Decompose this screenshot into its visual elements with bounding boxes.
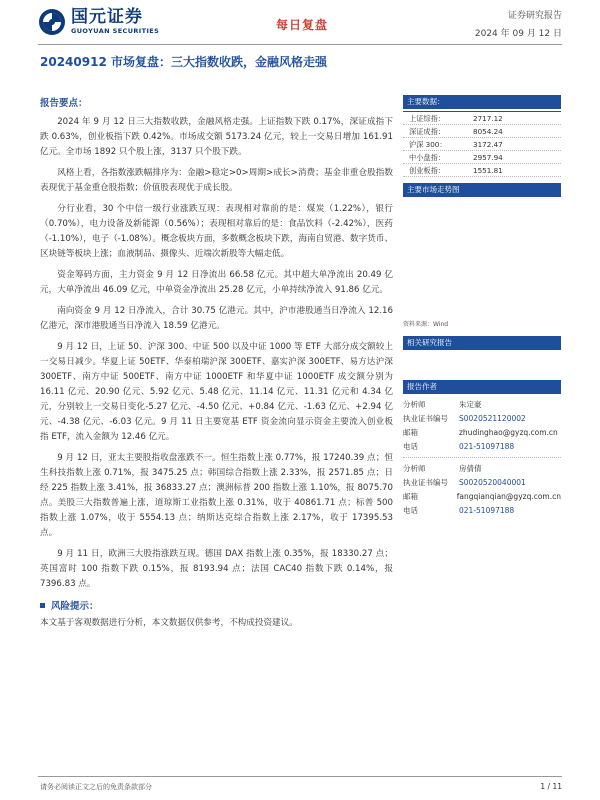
report-type: 证券研究报告 bbox=[507, 11, 562, 21]
risk-heading bbox=[40, 598, 393, 612]
index-row bbox=[403, 138, 561, 151]
index-name: 创业板指： bbox=[409, 166, 445, 175]
email-link[interactable]: fangqianqian@gyzq.com.cn bbox=[456, 492, 561, 501]
market-chart-placeholder bbox=[403, 197, 561, 317]
related-reports-section bbox=[403, 336, 561, 380]
analyst-phone-row bbox=[403, 504, 561, 518]
summary-paragraph-8: 9 月 11 日，欧洲三大股指涨跌互现。德国 DAX 指数上涨 0.35%，报 18330.27 点；英国富时 100 指数下跌 0.15%，报 8193.94 点；法国 CAC40 指数下跌 0.14%，报 7396.83 点。 bbox=[40, 549, 393, 589]
related-reports-bar: 相关研究报告 bbox=[403, 336, 561, 350]
phone-label: 电话 bbox=[403, 506, 418, 515]
summary-paragraph-2: 风格上看，各指数涨跌幅排序为：金融>稳定>0>周期>成长>消费；基金非重仓股指数表现优于基金重仓股指数；价值股表现优于成长股。 bbox=[40, 168, 393, 193]
analyst-role: 分析师 bbox=[403, 400, 426, 409]
logo-chinese-name: 国元证券 bbox=[71, 7, 143, 27]
market-chart-section bbox=[403, 183, 561, 328]
analyst-card bbox=[403, 462, 561, 518]
index-value: 1551.81 bbox=[473, 166, 503, 175]
report-category: 每日复盘 bbox=[276, 18, 329, 32]
index-row bbox=[403, 164, 561, 177]
logo-english-name: GUOYUAN SECURITIES bbox=[71, 27, 160, 35]
license-label: 执业证书编号 bbox=[403, 414, 448, 423]
footer-divider bbox=[38, 776, 562, 777]
analyst-card bbox=[403, 398, 561, 454]
license-number: S0020521120002 bbox=[459, 414, 526, 423]
analyst-bar: 报告作者 bbox=[403, 380, 561, 394]
summary-paragraph-4: 资金筹码方面，主力资金 9 月 12 日净流出 66.58 亿元。其中超大单净流出 20.49 亿元，大单净流出 46.09 亿元，中单资金净流出 25.28 亿元，小单持续净流入 91.86 亿元。 bbox=[40, 270, 393, 295]
phone-label: 电话 bbox=[403, 442, 418, 451]
page-title: 20240912 市场复盘：三大指数收跌，金融风格走强 bbox=[40, 55, 327, 69]
analyst-name: 朱定豪 bbox=[459, 400, 482, 409]
index-value: 8054.24 bbox=[473, 127, 503, 136]
guoyuan-logo-icon bbox=[38, 8, 66, 36]
related-reports-list bbox=[403, 350, 561, 380]
analyst-role: 分析师 bbox=[403, 464, 426, 473]
header-divider bbox=[38, 44, 562, 45]
company-logo bbox=[38, 8, 159, 36]
analyst-email-row bbox=[403, 426, 561, 440]
email-label: 邮箱 bbox=[403, 428, 418, 437]
analyst-license-row bbox=[403, 476, 561, 490]
chart-source: 资料来源：Wind bbox=[403, 321, 449, 328]
summary-paragraph-5: 南向资金 9 月 12 日净流入，合计 30.75 亿港元。其中，沪市港股通当日净流入 12.16 亿港元，深市港股通当日净流入 18.59 亿港元。 bbox=[40, 306, 393, 331]
analyst-role-row bbox=[403, 398, 561, 412]
analyst-section bbox=[403, 380, 561, 518]
summary-paragraph-7: 9 月 12 日，亚太主要股指收盘涨跌不一。恒生指数上涨 0.77%，报 17240.39 点；恒生科技指数上涨 0.71%，报 3475.25 点；韩国综合指数上涨 2.33%，报 2571.85 点；日经 225 指数上涨 3.41%，报 36833.27 点；澳洲标普 200 指数上涨 1.10%，报 8075.70 点。美股三大指数普遍上涨，道琼斯工业指数上涨 0.31%，收于 40861.71 点；标普 500 指数上涨 1.07%，收于 5554.13 点；纳斯达克综合指数上涨 2.17%，收于 17395.53 点。 bbox=[40, 453, 393, 538]
sidebar bbox=[403, 95, 561, 518]
analyst-email-row bbox=[403, 490, 561, 504]
index-name: 深证成指： bbox=[409, 127, 445, 136]
report-summary bbox=[40, 95, 393, 631]
risk-heading-label: 风险提示： bbox=[51, 601, 99, 612]
page-number: 1 / 11 bbox=[540, 782, 562, 791]
report-header bbox=[0, 0, 600, 44]
analyst-role-row bbox=[403, 462, 561, 476]
market-chart-bar: 主要市场走势图 bbox=[403, 183, 561, 197]
index-name: 沪深 300： bbox=[409, 140, 447, 149]
phone-number: 021-51097188 bbox=[459, 506, 515, 515]
license-label: 执业证书编号 bbox=[403, 478, 448, 487]
index-value: 2957.94 bbox=[473, 153, 503, 162]
index-value: 2717.12 bbox=[473, 114, 503, 123]
summary-paragraph-1: 2024 年 9 月 12 日三大指数收跌，金融风格走强。上证指数下跌 0.17%，深证成指下跌 0.63%，创业板指下跌 0.42%。市场成交额 5173.24 亿元，较上一交易日增加 161.91 亿元。全市场 1892 只个股上涨，3137 只个股下跌。 bbox=[40, 117, 393, 157]
disclaimer-note: 请务必阅读正文之后的免责条款部分 bbox=[40, 783, 152, 791]
analyst-license-row bbox=[403, 412, 561, 426]
index-name: 上证综指： bbox=[409, 114, 445, 123]
square-bullet-icon bbox=[40, 603, 45, 608]
summary-heading: 报告要点： bbox=[40, 98, 88, 109]
main-data-bar: 主要数据： bbox=[403, 95, 561, 109]
index-row bbox=[403, 151, 561, 164]
summary-paragraph-6: 9 月 12 日，上证 50、沪深 300、中证 500 以及中证 1000 等 ETF 大部分成交额较上一交易日减少。华夏上证 50ETF、华泰柏瑞沪深 300ETF、嘉实沪深 300ETF、易方达沪深 300ETF、南方中证 500ETF、南方中证 1000ETF 和华夏中证 1000ETF 成交额分别为 16.11 亿元、20.90 亿元、5.92 亿元、5.48 亿元、11.14 亿元、11.31 亿元和 4.34 亿元，分别较上一交易日变化-5.27 亿元、-4.50 亿元、+0.84 亿元、-1.63 亿元、+2.94 亿元、-4.38 亿元、-6.03 亿元。9 月 11 日主要宽基 ETF 资金流向显示资金主要流入创业板指 ETF，流入金额为 12.46 亿元。 bbox=[40, 342, 393, 442]
index-table bbox=[403, 111, 561, 177]
index-value: 3172.47 bbox=[473, 140, 503, 149]
index-name: 中小盘指： bbox=[409, 153, 445, 162]
analyst-divider bbox=[403, 457, 561, 458]
email-label: 邮箱 bbox=[403, 492, 418, 501]
email-link[interactable]: zhudinghao@gyzq.com.cn bbox=[459, 428, 558, 437]
phone-number: 021-51097188 bbox=[459, 442, 515, 451]
risk-disclaimer: 本文基于客观数据进行分析，本文数据仅供参考，不构成投资建议。 bbox=[40, 618, 298, 628]
analyst-name: 房倩倩 bbox=[459, 464, 482, 473]
index-row bbox=[403, 112, 561, 125]
license-number: S0020520040001 bbox=[459, 478, 526, 487]
summary-paragraph-3: 分行业看，30 个中信一级行业涨跌互现：表现相对靠前的是：煤炭（1.22%），银行（0.70%），电力设备及新能源（0.56%）；表现相对靠后的是：食品饮料（-2.42%），医药（-1.10%），电子（-1.08%）。概念板块方面，多数概念板块下跌，海南自贸港、数字货币、区块链等板块上涨；血液制品、摄像头、近端次新股等大幅走低。 bbox=[40, 204, 393, 259]
index-row bbox=[403, 125, 561, 138]
analyst-phone-row bbox=[403, 440, 561, 454]
report-date: 2024 年 09 月 12 日 bbox=[474, 29, 562, 39]
